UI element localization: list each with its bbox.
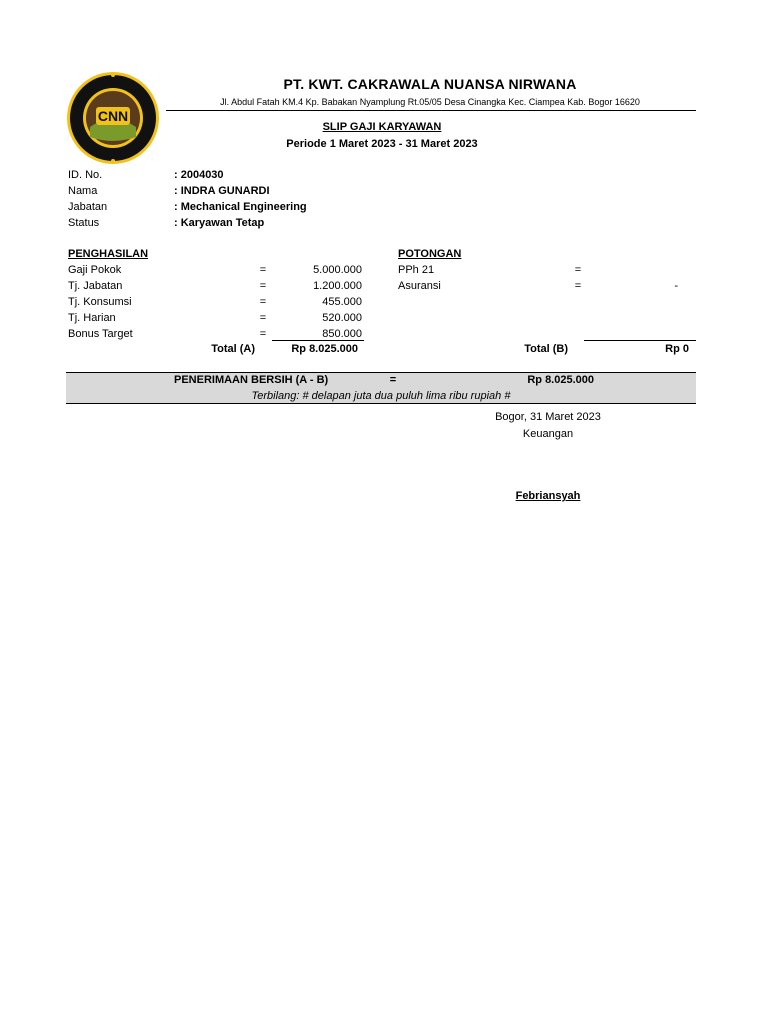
deduction-sum-line: [584, 340, 696, 341]
deduction-item-amount: -: [674, 280, 678, 292]
income-total-amount: Rp 8.025.000: [291, 343, 358, 355]
signature-name: Febriansyah: [515, 490, 581, 502]
company-name: PT. KWT. CAKRAWALA NUANSA NIRWANA: [283, 76, 577, 92]
income-item-label: Tj. Jabatan: [68, 280, 123, 292]
deduction-total-amount: Rp 0: [665, 343, 689, 355]
income-item-eq: =: [259, 264, 267, 276]
employee-position-value: : Mechanical Engineering: [174, 201, 307, 213]
signature-department: Keuangan: [522, 428, 574, 440]
employee-status-label: Status: [68, 217, 100, 229]
header-divider: [166, 110, 696, 111]
income-item-amount: 520.000: [322, 312, 362, 324]
income-item-label: Bonus Target: [68, 328, 133, 340]
net-pay-label: PENERIMAAN BERSIH (A - B): [174, 374, 329, 386]
employee-position-label: Jabatan: [68, 201, 108, 213]
income-sum-line: [272, 340, 364, 341]
income-total-label: Total (A): [211, 343, 255, 355]
deduction-heading: POTONGAN: [398, 248, 462, 260]
employee-id-value: : 2004030: [174, 169, 224, 181]
logo-text: CNN: [97, 108, 129, 124]
net-pay-amount: Rp 8.025.000: [527, 374, 594, 386]
slip-period: Periode 1 Maret 2023 - 31 Maret 2023: [286, 138, 478, 150]
employee-name-value: : INDRA GUNARDI: [174, 185, 270, 197]
deduction-total-label: Total (B): [524, 343, 568, 355]
income-item-amount: 5.000.000: [313, 264, 362, 276]
slip-title: SLIP GAJI KARYAWAN: [322, 121, 442, 133]
employee-id-label: ID. No.: [68, 169, 103, 181]
deduction-item-label: Asuransi: [398, 280, 441, 292]
net-pay-band: [66, 372, 696, 389]
deduction-item-eq: =: [574, 280, 582, 292]
income-item-label: Tj. Konsumsi: [68, 296, 132, 308]
signature-place-date: Bogor, 31 Maret 2023: [495, 411, 601, 423]
income-item-amount: 455.000: [322, 296, 362, 308]
income-item-eq: =: [259, 280, 267, 292]
income-item-eq: =: [259, 328, 267, 340]
income-item-label: Gaji Pokok: [68, 264, 122, 276]
amount-in-words: Terbilang: # delapan juta dua puluh lima ribu rupiah #: [251, 390, 511, 402]
income-item-eq: =: [259, 296, 267, 308]
income-item-label: Tj. Harian: [68, 312, 116, 324]
net-pay-eq: =: [389, 374, 397, 386]
income-heading: PENGHASILAN: [68, 248, 149, 260]
income-item-amount: 850.000: [322, 328, 362, 340]
company-address: Jl. Abdul Fatah KM.4 Kp. Babakan Nyamplung Rt.05/05 Desa Cinangka Kec. Ciampea Kab. Bogor 16620: [220, 97, 640, 107]
income-item-amount: 1.200.000: [313, 280, 362, 292]
income-item-eq: =: [259, 312, 267, 324]
employee-status-value: : Karyawan Tetap: [174, 217, 265, 229]
employee-name-label: Nama: [68, 185, 98, 197]
deduction-item-label: PPh 21: [398, 264, 435, 276]
company-logo: [66, 71, 160, 165]
deduction-item-eq: =: [574, 264, 582, 276]
